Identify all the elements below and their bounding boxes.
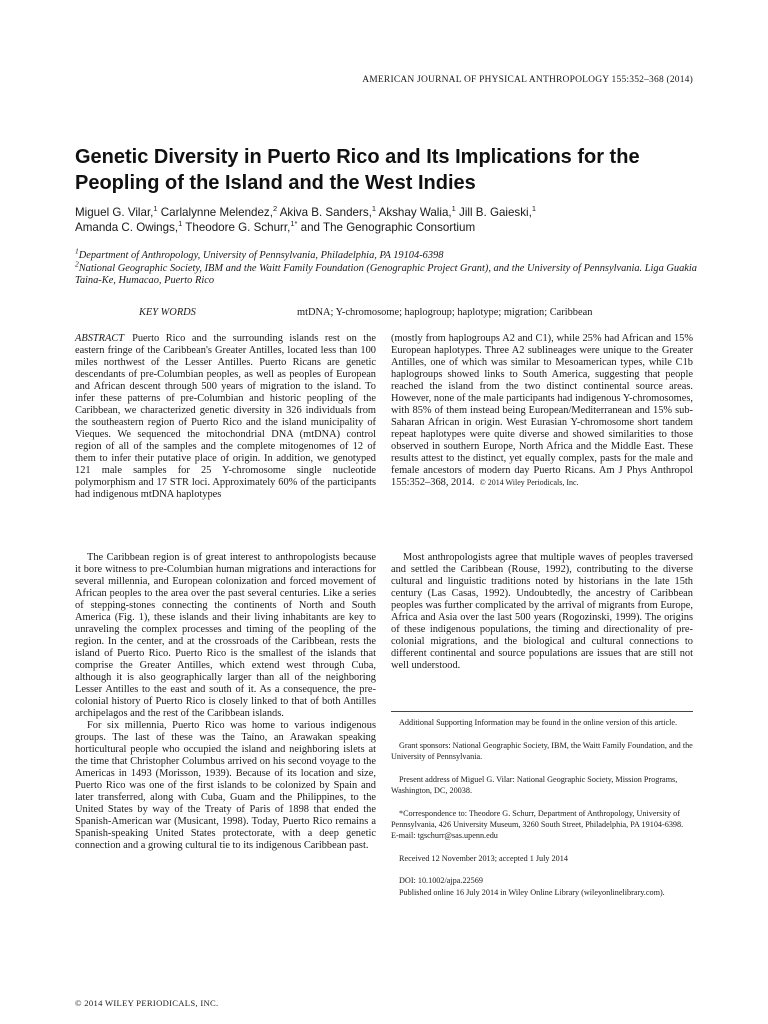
affiliation-number: 1 — [75, 246, 79, 256]
body-left-column — [75, 552, 376, 852]
abstract-left-column — [75, 333, 376, 501]
footnote-present-address: Present address of Miguel G. Vilar: National Geographic Society, Mission Programs, Washington, DC, 20038. — [391, 774, 678, 795]
abstract-copyright: © 2014 Wiley Periodicals, Inc. — [479, 478, 579, 487]
affiliation-marker: 1 — [451, 204, 456, 214]
abstract-paragraph — [75, 333, 376, 501]
affiliation-1 — [75, 246, 705, 263]
footnote-published: Published online 16 July 2014 in Wiley Online Library (wileyonlinelibrary.com). — [399, 887, 665, 897]
author-name: Akiva B. Sanders, — [277, 206, 372, 219]
affiliation-marker: 1 — [178, 218, 183, 228]
footnote-grant-sponsors: Grant sponsors: National Geographic Society, IBM, the Waitt Family Foundation, and the University of Pennsylvania. — [391, 740, 693, 761]
abstract-paragraph — [391, 333, 693, 489]
consortium-name: and The Genographic Consortium — [297, 220, 476, 234]
article-title: Genetic Diversity in Puerto Rico and Its Implications for the Peopling of the Island and the West Indies — [75, 146, 640, 194]
affiliation-number: 2 — [75, 259, 79, 269]
affiliation-marker: 1 — [531, 204, 536, 214]
page-copyright: © 2014 WILEY PERIODICALS, INC. — [75, 998, 219, 1008]
affiliation-marker: 1 — [153, 204, 158, 214]
author-name: Miguel G. Vilar, — [75, 206, 154, 219]
footnotes — [391, 717, 693, 909]
affiliations — [75, 246, 705, 288]
abstract-text: (mostly from haplogroups A2 and C1), while 25% had African and 15% European haplotypes. Three A2 sublineages were unique to the Greater Antilles, one of which was similar to Mesoamerican types, while C1b haplogroups showed links to South America, suggesting that people reached the island from the two distinct continental source areas. However, none of the male participants had indigenous Y-chromosomes, with 85% of them instead being European/Mediterranean and 15% sub-Saharan African in origin. West Eurasian Y-chromosome short tandem repeat haplotypes were quite diverse and showed similarities to those observed in southern Europe, North Africa and the Middle East. These results attest to the distinct, yet equally complex, pasts for the male and female ancestors of modern day Puerto Ricans. Am J Phys Anthropol 155:352–368, 2014. — [391, 333, 693, 488]
body-right-column — [391, 552, 693, 672]
footnote-divider — [391, 711, 693, 712]
affiliation-text: Department of Anthropology, University of Pennsylvania, Philadelphia, PA 19104-6398 — [78, 250, 444, 261]
body-paragraph: The Caribbean region is of great interest to anthropologists because it bore witness to pre-Columbian human migrations and interactions for several millennia, and European colonization and forced movement of African peoples to the area over the past several centuries. Like a series of stepping-stones connecting the continents of North and South America (Fig. 1), these islands and their living inhabitants are key to unraveling the complex processes and timing of the peopling of the region. In the center, and at the crossroads of the Caribbean, rests the island of Puerto Rico. Puerto Rico is the smallest of the islands that comprise the Greater Antilles, which extend west through Cuba, although it is also geographically larger than all of the neighboring Lesser Antilles to the east and south of it. As a consequence, the pre-colonial history of Puerto Rico is closely linked to that of both Antilles archipelagos and the rest of the Caribbean islands. — [75, 552, 376, 719]
keywords-line — [75, 307, 705, 318]
body-paragraph: Most anthropologists agree that multiple waves of peoples traversed and settled the Caribbean (Rouse, 1992), contributing to the diverse cultural and linguistic traditions noted by historians in the late 15th century (Las Casas, 1992). Undoubtedly, the ancestry of Caribbean peoples was further complicated by the arrival of migrants from Europe, Africa and Asia over the last 500 years (Rogozinski, 1999). The origins of these indigenous populations, the timing and directionality of pre-colonial migrations, and the biological and cultural connections to different continental and source populations are issues that are still not well understood. — [391, 552, 693, 671]
keywords-label: KEY WORDS — [139, 307, 196, 318]
author-name: Amanda C. Owings, — [75, 220, 179, 234]
abstract-right-column — [391, 333, 693, 489]
abstract-text: Puerto Rico and the surrounding islands rest on the eastern fringe of the Caribbean's Greater Antilles, located less than 100 miles northwest of the Lesser Antilles. Puerto Ricans are genetic descendants of pre-Columbian peoples, as well as peoples of European and African descent through 500 years of migration to the island. To infer these patterns of pre-Columbian and historic peopling of the Caribbean, we characterized genetic diversity in 326 individuals from the southeastern region of Puerto Rico and the island municipality of Vieques. We sequenced the mitochondrial DNA (mtDNA) control region of all of the samples and the complete mitogenomes of 12 of them to infer their putative place of origin. In addition, we genotyped 121 male samples for 25 Y-chromosome single nucleotide polymorphism and 17 STR loci. Approximately 60% of the participants had indigenous mtDNA haplotypes — [75, 333, 376, 500]
affiliation-marker: 1 — [371, 204, 377, 214]
author-list — [75, 206, 705, 235]
author-name: Jill B. Gaieski, — [455, 206, 532, 219]
affiliation-marker: 2 — [272, 204, 278, 214]
body-paragraph: For six millennia, Puerto Rico was home to various indigenous groups. The last of these was the Taíno, an Arawakan speaking horticultural people who occupied the island and neighboring islets at the time that Christopher Columbus arrived on his second voyage to the Americas in 1493 (Morisson, 1939). Because of its location and size, Puerto Rico was one of the first islands to be colonized by Spain and later transferred, along with Cuba, Guam and the Philippines, to the United States by way of the Treaty of Paris of 1898 that ended the Spanish-American war (Musicant, 1998). Today, Puerto Rico remains a Spanish-speaking United States protectorate, with a deep genetic connection and a growing cultural tie to its indigenous Caribbean past. — [75, 720, 376, 851]
footnote-doi: DOI: 10.1002/ajpa.22569 — [399, 876, 483, 886]
keywords-value: mtDNA; Y-chromosome; haplogroup; haplotype; migration; Caribbean — [297, 307, 593, 318]
affiliation-2 — [75, 259, 705, 288]
affiliation-marker: 1* — [290, 218, 298, 228]
footnote-correspondence: *Correspondence to: Theodore G. Schurr, Department of Anthropology, University of Pennsylvania, 426 University Museum, 3260 South Street, Philadelphia, PA 19104-6398. — [391, 808, 684, 829]
footnote-received: Received 12 November 2013; accepted 1 July 2014 — [399, 853, 568, 863]
author-name: Akshay Walia, — [376, 206, 452, 219]
affiliation-text: National Geographic Society, IBM and the Waitt Family Foundation (Genographic Project Grant), and the University of Pennsylvania. Liga Guakia Taina-Ke, Humacao, Puerto Rico — [75, 262, 697, 287]
footnote-supporting-info: Additional Supporting Information may be found in the online version of this article. — [399, 718, 678, 727]
footnote-email: E-mail: tgschurr@sas.upenn.edu — [391, 830, 498, 840]
running-head: AMERICAN JOURNAL OF PHYSICAL ANTHROPOLOGY 155:352–368 (2014) — [362, 75, 693, 85]
author-name: Carlalynne Melendez, — [157, 206, 273, 219]
abstract-label: ABSTRACT — [75, 333, 125, 344]
author-name: Theodore G. Schurr, — [182, 220, 291, 234]
